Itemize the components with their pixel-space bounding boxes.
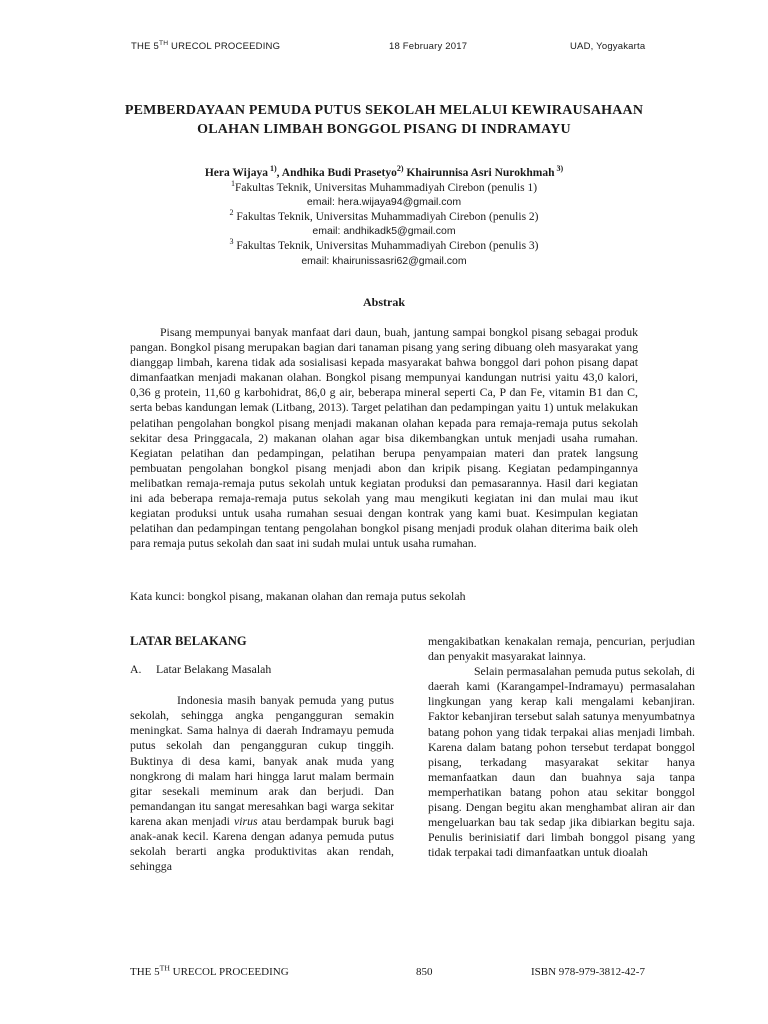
page-number: 850 — [416, 966, 433, 978]
body-paragraph: Selain permasalahan pemuda putus sekolah, di daerah kami (Karangampel-Indramayu) permasalahan lingkungan yang kerap kali mengalami kebanjiran. Faktor kebanjiran tersebut salah satunya menyumbatnya batang pohon yang tidak terpakai alias menjadi limbah. Karena dalam batang pohon tersebut terdapat bonggol pisang, terkadang masyarakat sekitar hanya memanfaatkan daun dan buahnya saja tanpa memperhatikan batang pohon atau sekitar bonggol pisang. Dengan begitu akan menghambat aliran air dan mengeluarkan bau tak sedap jika dibiarkan begitu saja. Penulis berinisiatif dari limbah bonggol pisang yang tidak terpakai tadi dimanfaatkan untuk dioalah — [428, 664, 695, 860]
author-1-sup: 1) — [267, 164, 277, 174]
header-proceeding-sup: TH — [158, 39, 169, 47]
abstract-heading: Abstrak — [362, 295, 405, 309]
left-column — [130, 634, 394, 874]
running-header-location: UAD, Yogyakarta — [570, 41, 646, 52]
footer-proceeding-pre: THE 5 — [130, 966, 160, 978]
author-sep-1: , — [276, 167, 282, 179]
affiliation-2-sup: 2 — [229, 207, 234, 217]
subsection-title: Latar Belakang Masalah — [156, 662, 272, 677]
paper-title-line-2: OLAHAN LIMBAH BONGGOL PISANG DI INDRAMAYU — [197, 122, 571, 137]
header-proceeding-pre: THE 5 — [131, 41, 159, 52]
footer-proceeding — [130, 963, 289, 978]
right-column — [428, 634, 695, 860]
affiliation-1 — [100, 178, 668, 196]
body-paragraph-text-1: Indonesia masih banyak pemuda yang putus sekolah, sehingga angka pengangguran semakin meningkat. Sama halnya di daerah Indramayu pemuda putus sekolah dan pengangguran cukup tinggih. Buktinya di desa kami, banyak anak muda yang nongkrong di malam hari hingga larut malam bermain gitar sesekali meminum arak dan berjudi. Dan pemandangan itu sangat meresahkan bagi warga sekitar karena akan menjadi — [130, 693, 394, 828]
author-3: Khairunnisa Asri Nurokhmah — [406, 167, 555, 179]
author-names — [100, 166, 668, 181]
keywords: Kata kunci: bongkol pisang, makanan olahan dan remaja putus sekolah — [130, 589, 466, 603]
affiliation-2-text: Fakultas Teknik, Universitas Muhammadiyah Cirebon (penulis 2) — [233, 210, 539, 223]
author-1: Hera Wijaya — [204, 167, 268, 179]
affiliation-2 — [100, 207, 668, 225]
affiliation-3 — [100, 239, 668, 254]
body-paragraph-continued: mengakibatkan kenakalan remaja, pencurian, perjudian dan penyakit masyarakat lainnya. — [428, 634, 695, 664]
author-3-email: email: khairunissasri62@gmail.com — [301, 254, 467, 267]
affiliation-1-text: Fakultas Teknik, Universitas Muhammadiyah Cirebon (penulis 1) — [234, 181, 538, 194]
author-3-sup: 3) — [554, 164, 564, 174]
header-proceeding-post: URECOL PROCEEDING — [168, 41, 281, 52]
paper-title-line-1: PEMBERDAYAAN PEMUDA PUTUS SEKOLAH MELALUI KEWIRAUSAHAAN — [124, 103, 644, 118]
affiliation-3-sup: 3 — [229, 237, 234, 247]
affiliation-1-sup: 1 — [230, 178, 235, 188]
body-paragraph — [130, 693, 394, 874]
footer-proceeding-sup: TH — [159, 963, 170, 973]
section-heading: LATAR BELAKANG — [130, 634, 247, 648]
footer-isbn: ISBN 978-979-3812-42-7 — [531, 966, 645, 978]
author-2-sup: 2) — [396, 164, 404, 174]
body-paragraph-text-2: atau berdampak buruk bagi anak-anak kecil. Karena dengan adanya pemuda putus sekolah berarti angka produktivitas akan rendah, sehingga — [130, 813, 394, 874]
running-header-date: 18 February 2017 — [389, 41, 468, 52]
paper-title — [100, 101, 668, 139]
author-2-email: email: andhikadk5@gmail.com — [312, 225, 456, 238]
body-paragraph-italic: virus — [234, 813, 258, 828]
affiliation-3-text: Fakultas Teknik, Universitas Muhammadiyah Cirebon (penulis 3) — [233, 239, 539, 252]
running-header-proceeding — [131, 41, 280, 52]
author-2: Andhika Budi Prasetyo — [281, 167, 397, 179]
footer-proceeding-post: URECOL PROCEEDING — [169, 966, 289, 978]
author-1-email: email: hera.wijaya94@gmail.com — [306, 196, 462, 209]
author-block — [100, 166, 668, 268]
abstract-body: Pisang mempunyai banyak manfaat dari daun, buah, jantung sampai bongkol pisang sebagai produk pangan. Bongkol pisang merupakan bagian dari tanaman pisang yang sering dibuang oleh masyarakat yang dianggap limbah, karena tidak ada sosialisasi kepada masyarakat bahwa bonggol dari pohon pisang dapat dimanfaatkan menjadi makanan olahan. Bongkol pisang mempunyai kandungan nutrisi yaitu 43,0 kalori, 0,36 g protein, 11,60 g karbohidrat, 86,0 g air, beberapa mineral seperti Ca, P dan Fe, vitamin B1 dan C, serta bebas kandungan lemak (Litbang, 2013). Target pelatihan dan pedampingan yaitu 1) untuk melakukan pelatihan pengolahan bongkol pisang menjadi makanan olahan kepada para remaja-remaja putus sekolah sekitar desa Pringgacala, 2) makanan olahan agar bisa dikembangkan untuk menjadi usaha rumahan. Kegiatan pelatihan dan pedampingan, pelatihan berupa penyampaian materi dan pratek langsung pembuatan pengolahan bongkol pisang menjadi abon dan kripik pisang. Kegiatan pedampingannya melibatkan remaja-remaja putus sekolah untuk kegiatan produksi dan pemasarannya. Hasil dari kegiatan ini ada beberapa remaja-remaja putus sekolah yang mau mengikuti kegiatan ini dan mulai mau ikut kegiatan produksi untuk usaha rumahan sesuai dengan kontrak yang kami buat. Kesimpulan kegiatan pelatihan dan pedampingan tentang pengolahan bongkol pisang menjadi produk olahan diterima baik oleh para remaja putus sekolah dan saat ini sudah mulai untuk usaha rumahan. — [130, 325, 638, 551]
subsection-heading — [130, 662, 394, 677]
subsection-number: A. — [130, 662, 142, 677]
